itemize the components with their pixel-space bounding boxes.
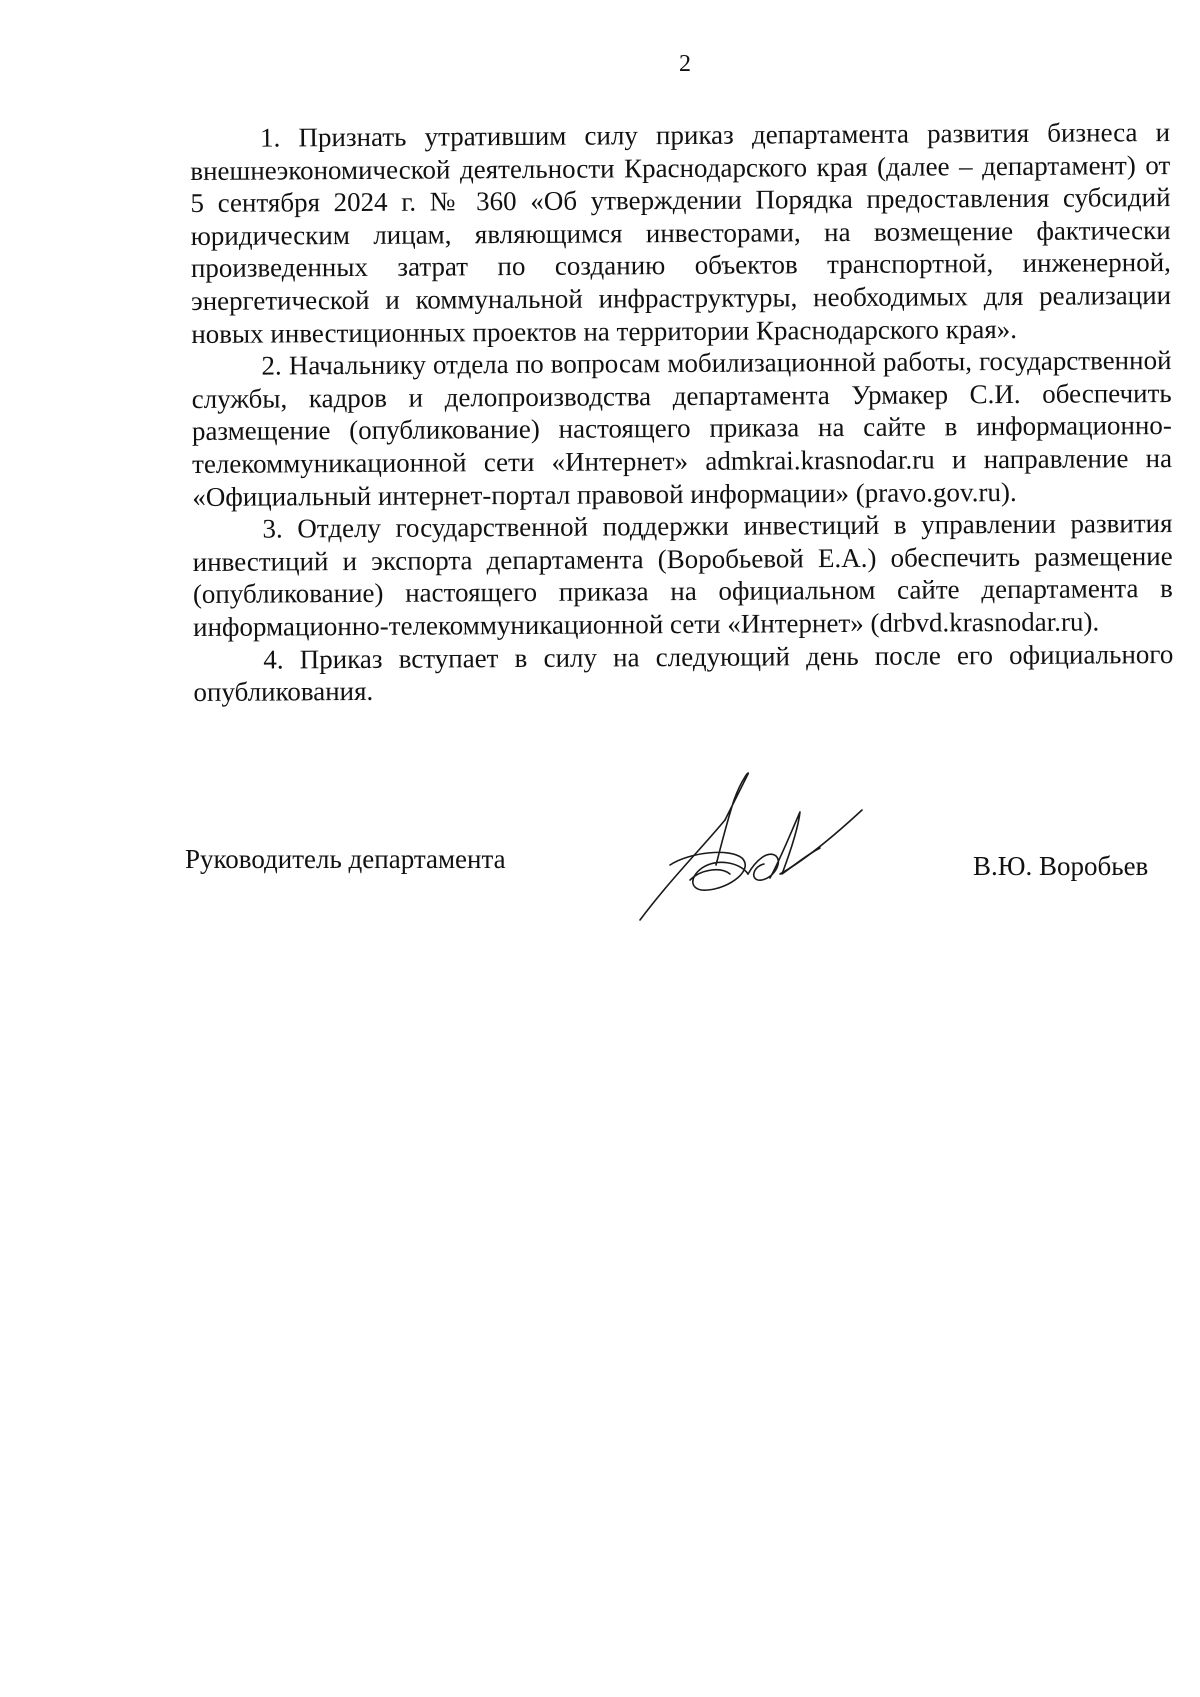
paragraph-2: 2. Начальнику отдела по вопросам мобилизационной работы, государственной службы, кадров и делопроизводства департамента Урмакер С.И. обеспечить размещение (опубликование) настоящего приказа на сайте в информационно-телекоммуникационной сети «Интернет» admkrai.krasnodar.ru и направление на «Официальный интернет-портал правовой информации» (pravo.gov.ru).: [191, 345, 1173, 512]
handwritten-signature: [630, 770, 870, 930]
signature-block: [0, 770, 1200, 930]
paragraph-1: 1. Признать утратившим силу приказ департамента развития бизнеса и внешнеэкономической деятельности Краснодарского края (далее – департамент) от 5 сентября 2024 г. № 360 «Об утверждении Порядка предоставления субсидий юридическим лицам, являющимся инвесторами, на возмещение фактически произведенных затрат по созданию объектов транспортной, инженерной, энергетической и коммунальной инфраструктуры, необходимых для реализации новых инвестиционных проектов на территории Краснодарского края».: [190, 117, 1172, 349]
page-number: 2: [679, 51, 691, 77]
paragraph-3: 3. Отделу государственной поддержки инвестиций в управлении развития инвестиций и экспорта департамента (Воробьевой Е.А.) обеспечить размещение (опубликование) настоящего приказа на официальном сайте департамента в информационно-телекоммуникационной сети «Интернет» (drbvd.krasnodar.ru).: [192, 508, 1173, 642]
signer-name: В.Ю. Воробьев: [973, 851, 1149, 881]
signer-role: Руководитель департамента: [185, 844, 506, 874]
paragraph-4: 4. Приказ вступает в силу на следующий день после его официального опубликования.: [193, 638, 1174, 708]
document-body: [190, 116, 1174, 709]
